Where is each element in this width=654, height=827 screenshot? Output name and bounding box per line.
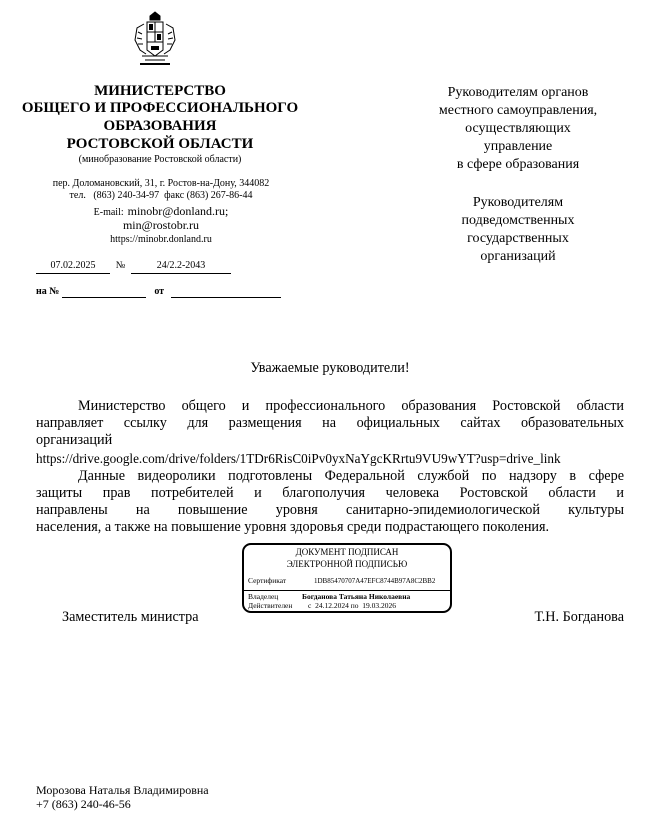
addressee-line: местного самоуправления, xyxy=(438,103,598,118)
stamp-cert-value: 1DB85470707A47EFC8744B97A8C2BB2 xyxy=(314,577,436,585)
stamp-cert-label: Сертификат xyxy=(248,576,287,585)
addressee-line: управление xyxy=(483,139,553,154)
email-link-2[interactable]: min@rostobr.ru xyxy=(122,218,200,232)
addressee-group-2 xyxy=(398,194,638,266)
addressee-line: Руководителям органов xyxy=(447,85,589,100)
reference-number-blank xyxy=(62,284,146,298)
addressee-group-1 xyxy=(398,84,638,174)
stamp-title-1: ДОКУМЕНТ ПОДПИСАН xyxy=(295,547,399,557)
ministry-name-line2: ОБЩЕГО И ПРОФЕССИОНАЛЬНОГО xyxy=(21,100,299,116)
registration-date-row xyxy=(36,260,231,274)
salutation: Уважаемые руководители! xyxy=(250,360,410,376)
executor-phone: +7 (863) 240-46-56 xyxy=(36,797,131,811)
registration-number-label: № xyxy=(115,260,126,271)
paragraph-2 xyxy=(36,468,624,536)
stamp-title-2: ЭЛЕКТРОННОЙ ПОДПИСЬЮ xyxy=(286,559,408,569)
website-link[interactable]: https://minobr.donland.ru xyxy=(110,234,212,245)
electronic-signature-stamp xyxy=(242,543,452,613)
addressee-line: организаций xyxy=(480,249,556,264)
stamp-owner-label: Владелец xyxy=(248,592,279,601)
stamp-valid-label: Действителен xyxy=(248,601,293,610)
email-label: E-mail: xyxy=(93,207,124,218)
reference-date-blank xyxy=(171,284,281,298)
addressee-line: Руководителям xyxy=(472,195,564,210)
registration-date: 07.02.2025 xyxy=(36,260,110,274)
ministry-name-line4: РОСТОВСКОЙ ОБЛАСТИ xyxy=(66,136,254,152)
stamp-cert-row xyxy=(248,576,435,586)
paragraph-line: населения, а также на повышение уровня здоровья среди подрастающего поколения. xyxy=(36,519,550,535)
stamp-divider xyxy=(244,590,450,591)
addressee-line: подведомственных xyxy=(461,213,575,228)
ministry-phones: тел. (863) 240-34-97 факс (863) 267-86-44 xyxy=(69,190,253,201)
addressee-line: государственных xyxy=(467,231,569,246)
reference-row xyxy=(36,284,281,298)
registration-number: 24/2.2-2043 xyxy=(131,260,231,274)
coat-of-arms-emblem xyxy=(132,10,178,68)
stamp-valid-value: с 24.12.2024 по 19.03.2026 xyxy=(308,601,396,610)
paragraph-line: направлены на повышение уровня санитарно-эпидемиологической культуры xyxy=(36,502,624,518)
paragraph-1 xyxy=(36,398,624,449)
stamp-owner-value: Богданова Татьяна Николаевна xyxy=(302,592,411,601)
addressee-line: в сфере образования xyxy=(456,157,580,172)
drive-link[interactable]: https://drive.google.com/drive/folders/1TDr6RisC0iPv0yxNaYgcKRrtu9VU9wYT?usp=drive_link xyxy=(36,451,561,466)
stamp-valid-row xyxy=(248,601,396,611)
reference-from-label: от xyxy=(154,286,165,297)
ministry-short-name: (минобразование Ростовской области) xyxy=(78,154,242,165)
signature-position: Заместитель министра xyxy=(62,609,199,625)
paragraph-line: Данные видеоролики подготовлены Федеральной службой по надзору в сфере xyxy=(78,468,624,484)
ministry-name-line1: МИНИСТЕРСТВО xyxy=(94,83,226,99)
signature-name: Т.Н. Богданова xyxy=(534,609,624,625)
paragraph-line: Министерство общего и профессионального образования Ростовской области xyxy=(78,398,624,414)
addressee-line: осуществляющих xyxy=(465,121,571,136)
paragraph-line: организаций xyxy=(36,432,113,448)
reference-label: на № xyxy=(36,286,60,297)
executor-name: Морозова Наталья Владимировна xyxy=(36,783,209,797)
email-link-1[interactable]: minobr@donland.ru; xyxy=(127,204,229,218)
ministry-address: пер. Доломановский, 31, г. Ростов-на-Дону, 344082 xyxy=(52,178,270,189)
paragraph-line: направляет ссылку для размещения на официальных сайтах образовательных xyxy=(36,415,624,431)
paragraph-line: защиты прав потребителей и благополучия человека Ростовской области и xyxy=(36,485,624,501)
ministry-name-line3: ОБРАЗОВАНИЯ xyxy=(103,118,217,134)
